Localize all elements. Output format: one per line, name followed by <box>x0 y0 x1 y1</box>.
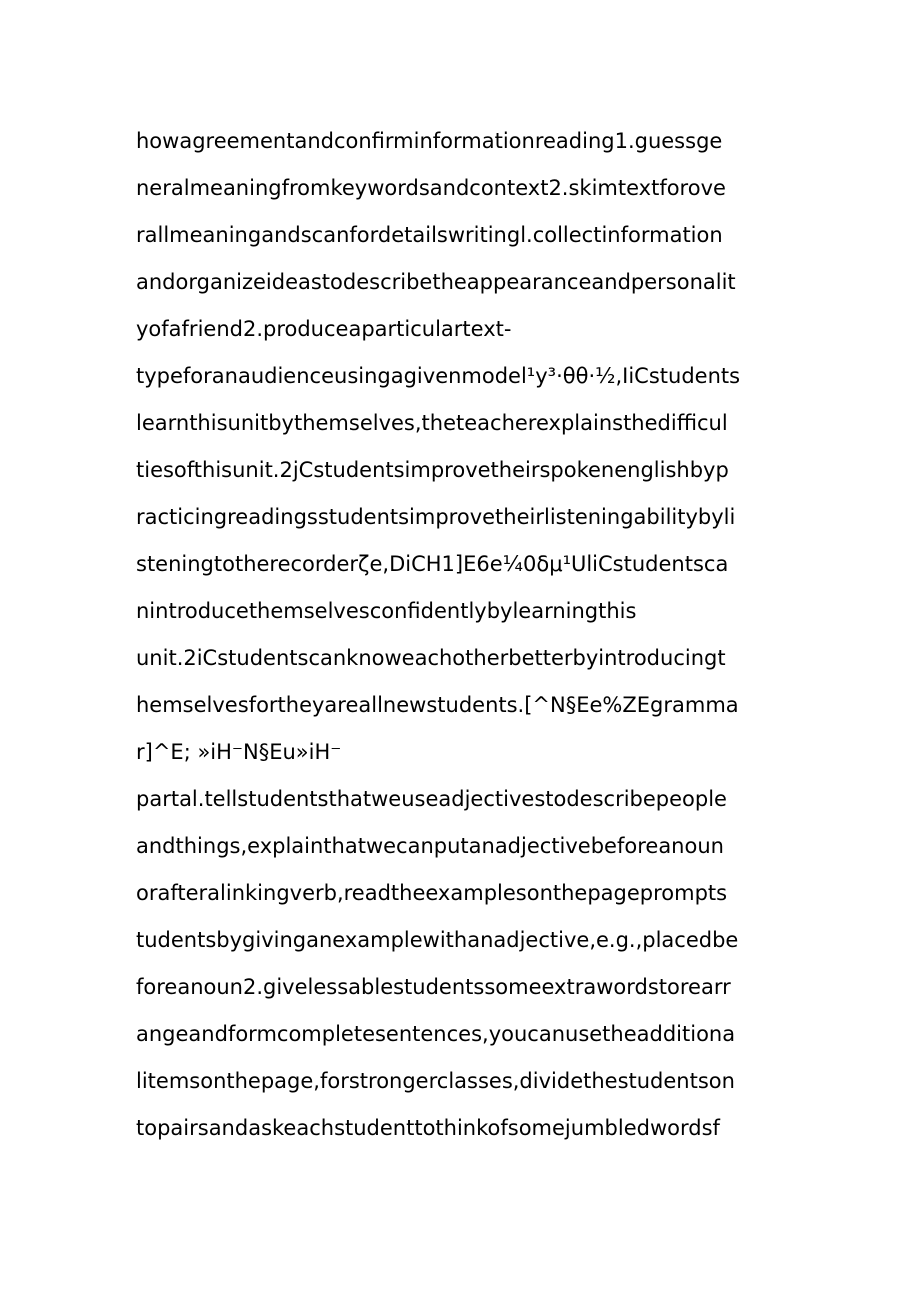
text-line-1: howagreementandconfirminformationreading1.guessge <box>136 129 723 153</box>
text-line-13: hemselvesfortheyareallnewstudents.[^N§Ee%ZEgramma <box>136 693 739 717</box>
text-line-4: andorganizeideastodescribetheappearanceandpersonalit <box>136 270 736 294</box>
text-line-17: orafteralinkingverb,readtheexamplesonthepageprompts <box>136 881 728 905</box>
text-line-8: tiesofthisunit.2jCstudentsimprovetheirspokenenglishbyp <box>136 458 729 482</box>
text-line-2: neralmeaningfromkeywordsandcontext2.skimtextforove <box>136 176 726 200</box>
text-line-20: angeandformcompletesentences,youcanusetheadditiona <box>136 1022 736 1046</box>
text-line-12: unit.2iCstudentscanknoweachotherbetterbyintroducingt <box>136 646 726 670</box>
text-line-21: litemsonthepage,forstrongerclasses,dividethestudentson <box>136 1069 735 1093</box>
text-line-7: learnthisunitbythemselves,theteacherexplainsthedifficul <box>136 411 728 435</box>
text-line-19: foreanoun2.givelessablestudentssomeextrawordstorearr <box>136 975 731 999</box>
text-line-14: r]^E; »iH⁻N§Eu»iH⁻ <box>136 740 342 764</box>
text-line-16: andthings,explainthatwecanputanadjectivebeforeanoun <box>136 834 724 858</box>
text-line-10: steningtotherecorderζe,DiCH1]E6e¼0δμ¹UliCstudentsca <box>136 552 729 576</box>
text-line-6: typeforanaudienceusingagivenmodel¹y³·θθ·½,IiCstudents <box>136 364 741 388</box>
body-text <box>136 118 786 1152</box>
text-line-3: rallmeaningandscanfordetailswritingl.collectinformation <box>136 223 723 247</box>
text-line-15: partal.tellstudentsthatweuseadjectivestodescribepeople <box>136 787 727 811</box>
text-line-22: topairsandaskeachstudenttothinkofsomejumbledwordsf <box>136 1116 720 1140</box>
text-line-18: tudentsbygivinganexamplewithanadjective,e.g.,placedbe <box>136 928 739 952</box>
text-line-5: yofafriend2.produceaparticulartext- <box>136 317 512 341</box>
text-line-11: nintroducethemselvesconfidentlybylearningthis <box>136 599 637 623</box>
text-line-9: racticingreadingsstudentsimprovetheirlisteningabilitybyli <box>136 505 736 529</box>
